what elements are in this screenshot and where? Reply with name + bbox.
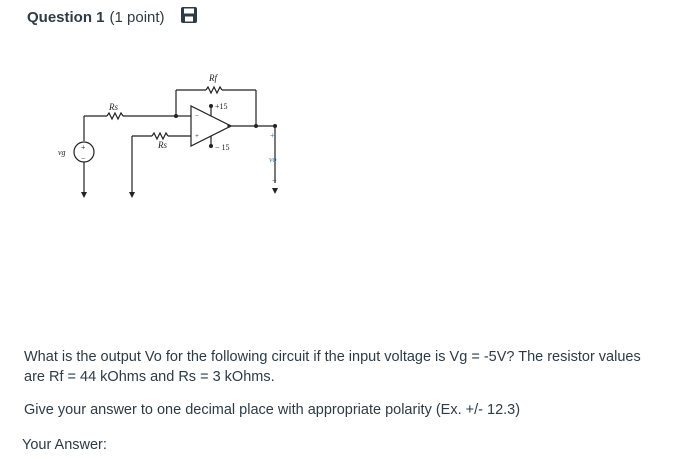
rs-top-resistor xyxy=(84,90,176,119)
rs-bottom-label: Rs xyxy=(158,140,167,150)
question-points: (1 point) xyxy=(109,8,165,26)
source-minus: − xyxy=(81,154,86,163)
question-title: Question 1 xyxy=(27,8,105,26)
out-label: vo xyxy=(269,155,277,164)
output-arrow xyxy=(272,188,278,194)
source-label: vg xyxy=(58,148,66,157)
your-answer-label: Your Answer: xyxy=(22,437,107,453)
floppy-disk-icon[interactable] xyxy=(180,6,198,24)
svg-text:−: − xyxy=(195,112,199,120)
question-header xyxy=(27,6,165,28)
ground-arrow-source xyxy=(81,192,87,198)
rs-top-label: Rs xyxy=(109,102,118,112)
pos-supply-label: +15 xyxy=(215,102,228,111)
op-amp-circuit-diagram xyxy=(50,68,300,203)
ground-arrow-rs xyxy=(129,192,135,198)
question-instruction: Give your answer to one decimal place with appropriate polarity (Ex. +/- 12.3) xyxy=(24,402,521,418)
svg-text:+: + xyxy=(195,132,199,140)
rf-label: Rf xyxy=(209,73,217,83)
out-minus: − xyxy=(272,176,277,185)
question-prompt: What is the output Vo for the following circuit if the input voltage is Vg = -5V? The resistor values are Rf = 44 kOhms and Rs = 3 kOhms. xyxy=(24,349,641,385)
neg-supply-label: − 15 xyxy=(215,143,230,152)
source-plus: + xyxy=(81,143,86,152)
out-plus: + xyxy=(270,131,275,140)
